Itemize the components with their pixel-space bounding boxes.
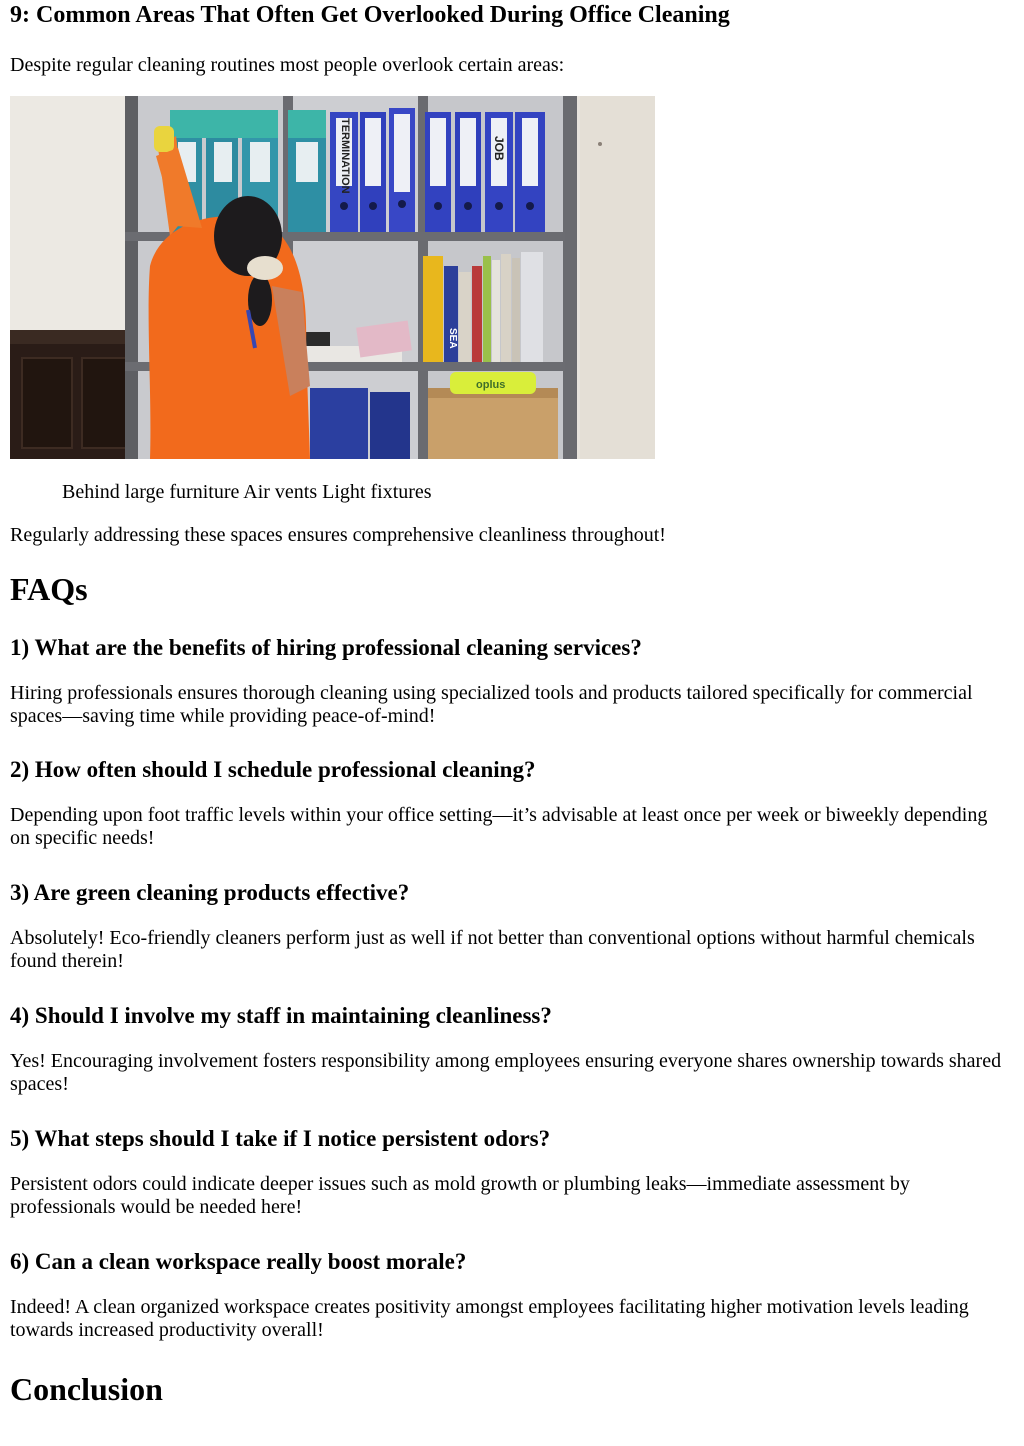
faq-item — [10, 1002, 1010, 1096]
faq-answer: Persistent odors could indicate deeper issues such as mold growth or plumbing leaks—immediate assessment by professionals would be needed here! — [10, 1173, 910, 1218]
office-cleaning-photo — [10, 96, 655, 459]
faq-item — [10, 879, 1010, 973]
book-label-sea: SEA — [447, 328, 458, 349]
faq-question: 3) Are green cleaning products effective? — [10, 880, 410, 905]
faq-question: 1) What are the benefits of hiring professional cleaning services? — [10, 635, 642, 660]
faq-question: 6) Can a clean workspace really boost morale? — [10, 1249, 467, 1274]
section-heading: 9: Common Areas That Often Get Overlooked During Office Cleaning — [10, 2, 730, 28]
faq-heading: FAQs — [10, 571, 88, 607]
package-label: oplus — [476, 379, 506, 391]
faq-item — [10, 1248, 1010, 1342]
faq-question: 2) How often should I schedule professional cleaning? — [10, 757, 536, 782]
faq-answer: Hiring professionals ensures thorough cleaning using specialized tools and products tailored specifically for commercial spaces—saving time while providing peace-of-mind! — [10, 682, 973, 727]
faq-item — [10, 634, 1010, 728]
faq-answer: Depending upon foot traffic levels within your office setting—it’s advisable at least once per week or biweekly depending on specific needs! — [10, 804, 988, 849]
list-item: Light fixtures — [322, 481, 432, 503]
binder-label-termination: TERMINATION — [339, 118, 351, 194]
list-item: Behind large furniture — [62, 481, 240, 503]
outro-paragraph: Regularly addressing these spaces ensures comprehensive cleanliness throughout! — [10, 524, 666, 546]
faq-item — [10, 1125, 1010, 1219]
overlooked-areas-list — [62, 480, 432, 504]
faq-question: 5) What steps should I take if I notice persistent odors? — [10, 1126, 551, 1151]
faq-answer: Yes! Encouraging involvement fosters responsibility among employees ensuring everyone shares ownership towards shared spaces! — [10, 1050, 1002, 1095]
faq-answer: Indeed! A clean organized workspace creates positivity amongst employees facilitating higher motivation levels leading towards increased productivity overall! — [10, 1296, 969, 1341]
intro-paragraph: Despite regular cleaning routines most people overlook certain areas: — [10, 54, 565, 76]
faq-item — [10, 756, 1010, 850]
conclusion-heading: Conclusion — [10, 1371, 163, 1407]
faq-question: 4) Should I involve my staff in maintaining cleanliness? — [10, 1003, 552, 1028]
list-item: Air vents — [243, 481, 318, 503]
faq-answer: Absolutely! Eco-friendly cleaners perform just as well if not better than conventional options without harmful chemicals found therein! — [10, 927, 975, 972]
binder-label-job: JOB — [492, 136, 506, 161]
